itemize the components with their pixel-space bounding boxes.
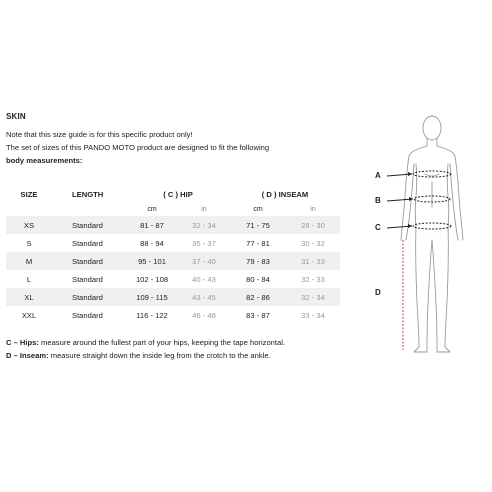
unit-hip-in: in: [201, 205, 207, 213]
cell-hip-cm: 88 - 94: [140, 238, 164, 248]
table-unit-row: [6, 202, 340, 216]
inseam-note-label: D – Inseam:: [6, 351, 49, 360]
cell-size: XS: [6, 216, 52, 234]
inseam-note-text: measure straight down the inside leg from the crotch to the ankle.: [48, 351, 271, 360]
header-length: LENGTH: [72, 189, 104, 199]
unit-hip-cm: cm: [147, 205, 157, 213]
table-row: [6, 288, 340, 306]
cell-hip-in: 40 - 43: [192, 274, 216, 284]
cell-inseam-cm: 71 - 75: [230, 216, 286, 234]
figure-label-b: B: [375, 196, 381, 205]
cell-length: Standard: [72, 274, 103, 284]
figure-label-c: C: [375, 223, 381, 232]
cell-hip-in: 46 - 48: [192, 310, 216, 320]
header-inseam: ( D ) INSEAM: [261, 189, 309, 199]
hips-note-label: C – Hips:: [6, 338, 39, 347]
cell-length: Standard: [52, 288, 126, 306]
unit-inseam-cm: cm: [253, 205, 263, 213]
cell-hip-cm: 116 - 122: [136, 310, 168, 320]
figure-label-a: A: [375, 171, 381, 180]
cell-inseam-cm: 82 - 86: [230, 288, 286, 306]
cell-hip-in: 32 - 34: [178, 216, 230, 234]
cell-size: L: [26, 274, 32, 284]
cell-length: Standard: [52, 216, 126, 234]
table-row: [6, 270, 340, 288]
cell-hip-in: 37 - 40: [178, 252, 230, 270]
hips-note-text: measure around the fullest part of your hips, keeping the tape horizontal.: [38, 338, 286, 347]
cell-inseam-cm: 80 - 84: [246, 274, 270, 284]
cell-hip-in: 35 - 37: [192, 238, 216, 248]
unit-inseam-in: in: [310, 205, 316, 213]
table-row: [6, 306, 340, 324]
measurement-notes: [6, 336, 285, 362]
cell-inseam-in: 28 - 30: [286, 216, 340, 234]
page-title: SKIN: [6, 112, 26, 121]
body-figure: [370, 112, 480, 362]
hips-note: [6, 336, 285, 349]
cell-size: S: [26, 238, 32, 248]
cell-inseam-in: 32 - 33: [301, 274, 325, 284]
table-row: [6, 216, 340, 234]
size-table: [6, 186, 340, 324]
cell-hip-cm: 102 - 108: [135, 274, 169, 284]
cell-inseam-in: 33 - 34: [301, 310, 325, 320]
table-row: [6, 234, 340, 252]
cell-inseam-in: 32 - 34: [286, 288, 340, 306]
cell-size: XXL: [21, 310, 37, 320]
cell-length: Standard: [72, 310, 103, 320]
cell-hip-cm: 81 - 87: [126, 216, 178, 234]
intro-text: [6, 128, 336, 167]
cell-hip-cm: 109 - 115: [126, 288, 178, 306]
table-row: [6, 252, 340, 270]
intro-line-2: The set of sizes of this PANDO MOTO product are designed to fit the following: [6, 143, 270, 152]
header-size: SIZE: [20, 189, 38, 199]
cell-length: Standard: [52, 252, 126, 270]
cell-inseam-cm: 83 - 87: [246, 310, 270, 320]
table-header-row: [6, 186, 340, 202]
cell-size: M: [6, 252, 52, 270]
intro-line-3: body measurements:: [6, 156, 83, 165]
cell-inseam-cm: 77 - 81: [246, 238, 270, 248]
cell-hip-cm: 95 - 101: [126, 252, 178, 270]
inseam-note: [6, 349, 285, 362]
cell-inseam-in: 30 - 32: [301, 238, 325, 248]
cell-length: Standard: [72, 238, 103, 248]
figure-label-d: D: [375, 288, 381, 297]
cell-size: XL: [6, 288, 52, 306]
intro-line-1: Note that this size guide is for this specific product only!: [6, 130, 193, 139]
cell-hip-in: 43 - 45: [178, 288, 230, 306]
body-outline-illustration: [370, 112, 480, 362]
cell-inseam-in: 31 - 33: [286, 252, 340, 270]
header-hip: ( C ) HIP: [163, 189, 193, 199]
cell-inseam-cm: 79 - 83: [230, 252, 286, 270]
